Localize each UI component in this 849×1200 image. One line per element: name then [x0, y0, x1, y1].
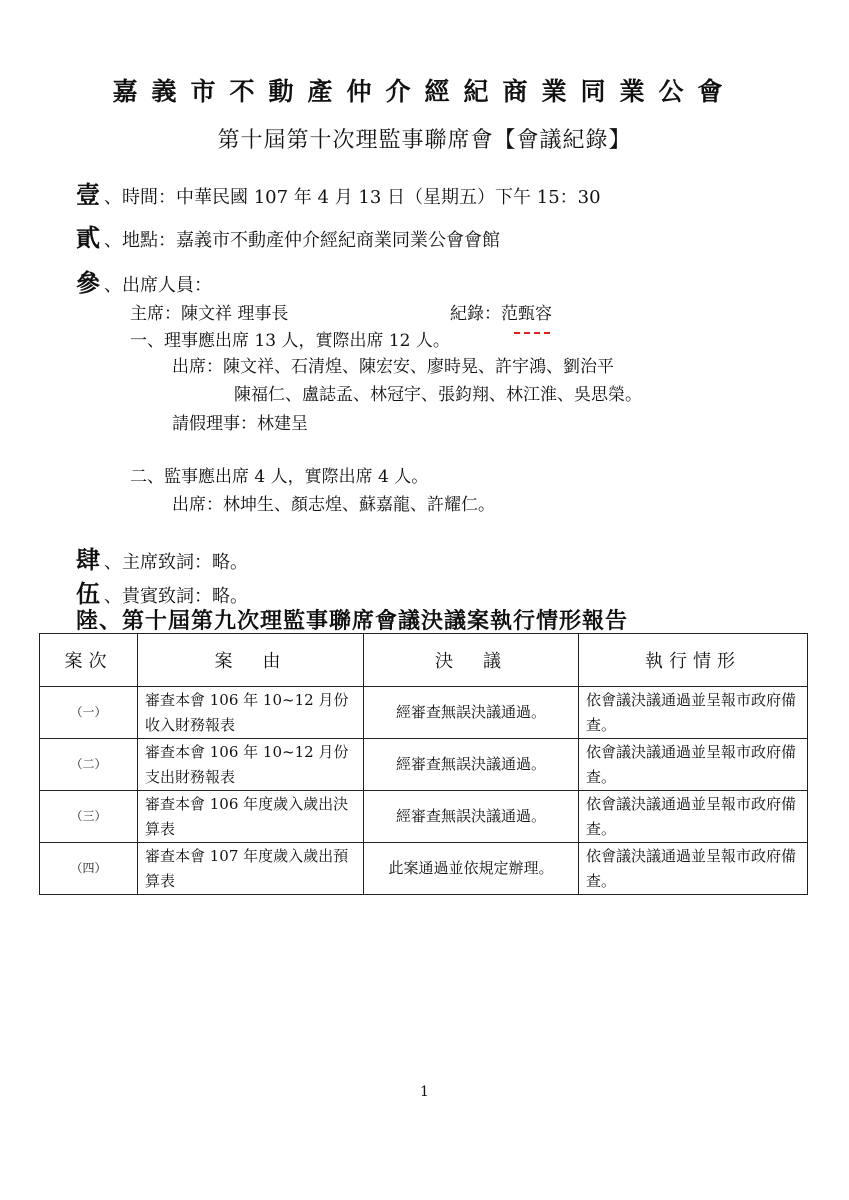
- section-text: 、地點：嘉義市不動產仲介經紀商業同業公會會館: [104, 230, 500, 251]
- recorder: 紀錄：范甄容: [450, 304, 552, 324]
- table-row: [40, 739, 808, 791]
- section-number: 壹: [76, 180, 100, 209]
- case-subject: 審查本會 106 年 10~12 月份收入財務報表: [138, 687, 364, 739]
- case-resolution: 經審查無誤決議通過。: [364, 791, 579, 843]
- section-number: 陸: [76, 608, 100, 634]
- case-execution: 依會議決議通過並呈報市政府備查。: [579, 843, 808, 895]
- section-text: 、時間：中華民國 107 年 4 月 13 日（星期五）下午 15：30: [104, 187, 601, 208]
- section-number: 肆: [76, 545, 100, 574]
- header-case-number: 案次: [40, 634, 138, 687]
- resolution-report-table: [39, 633, 808, 895]
- directors-list-line1: 出席：陳文祥、石清煌、陳宏安、廖時晃、許宇鴻、劉治平: [172, 357, 614, 377]
- directors-list-line2: 陳福仁、盧誌孟、林冠宇、張鈞翔、林江淮、吳思榮。: [234, 385, 642, 405]
- supervisors-heading: 二、監事應出席 4 人，實際出席 4 人。: [130, 467, 429, 487]
- section-text: 、主席致詞：略。: [104, 552, 248, 573]
- case-number: （四）: [40, 843, 138, 895]
- section-text: 、貴賓致詞：略。: [104, 586, 248, 607]
- case-subject: 審查本會 107 年度歲入歲出預算表: [138, 843, 364, 895]
- document-subtitle: 第十屆第十次理監事聯席會【會議紀錄】: [217, 128, 632, 153]
- header-subject: 案 由: [138, 634, 364, 687]
- directors-heading: 一、理事應出席 13 人，實際出席 12 人。: [130, 331, 450, 351]
- section-place: [76, 218, 500, 253]
- section-report-heading: [76, 604, 628, 635]
- section-text: 、出席人員：: [104, 275, 212, 296]
- section-time: [76, 175, 601, 210]
- header-resolution: 決 議: [364, 634, 579, 687]
- section-number: 參: [76, 268, 100, 297]
- table-row: [40, 843, 808, 895]
- case-execution: 依會議決議通過並呈報市政府備查。: [579, 791, 808, 843]
- red-mark: [514, 332, 550, 334]
- case-number: （三）: [40, 791, 138, 843]
- section-chair-speech: [76, 540, 248, 575]
- table-row: [40, 687, 808, 739]
- case-number: （一）: [40, 687, 138, 739]
- case-number: （二）: [40, 739, 138, 791]
- page-number: 1: [420, 1084, 429, 1100]
- supervisors-list: 出席：林坤生、顏志煌、蘇嘉龍、許耀仁。: [172, 495, 495, 515]
- section-attendees: [76, 263, 212, 298]
- section-number: 貳: [76, 223, 100, 252]
- case-execution: 依會議決議通過並呈報市政府備查。: [579, 687, 808, 739]
- chairperson: 主席：陳文祥 理事長: [130, 304, 289, 324]
- table-header-row: [40, 634, 808, 687]
- case-subject: 審查本會 106 年 10~12 月份支出財務報表: [138, 739, 364, 791]
- section-number: 伍: [76, 579, 100, 608]
- case-resolution: 經審查無誤決議通過。: [364, 739, 579, 791]
- table-row: [40, 791, 808, 843]
- directors-on-leave: 請假理事：林建呈: [172, 414, 308, 434]
- case-execution: 依會議決議通過並呈報市政府備查。: [579, 739, 808, 791]
- section-text: 、第十屆第九次理監事聯席會議決議案執行情形報告: [99, 608, 629, 634]
- document-title: 嘉義市不動產仲介經紀商業同業公會: [112, 77, 737, 106]
- case-resolution: 此案通過並依規定辦理。: [364, 843, 579, 895]
- header-execution: 執行情形: [579, 634, 808, 687]
- case-resolution: 經審查無誤決議通過。: [364, 687, 579, 739]
- case-subject: 審查本會 106 年度歲入歲出決算表: [138, 791, 364, 843]
